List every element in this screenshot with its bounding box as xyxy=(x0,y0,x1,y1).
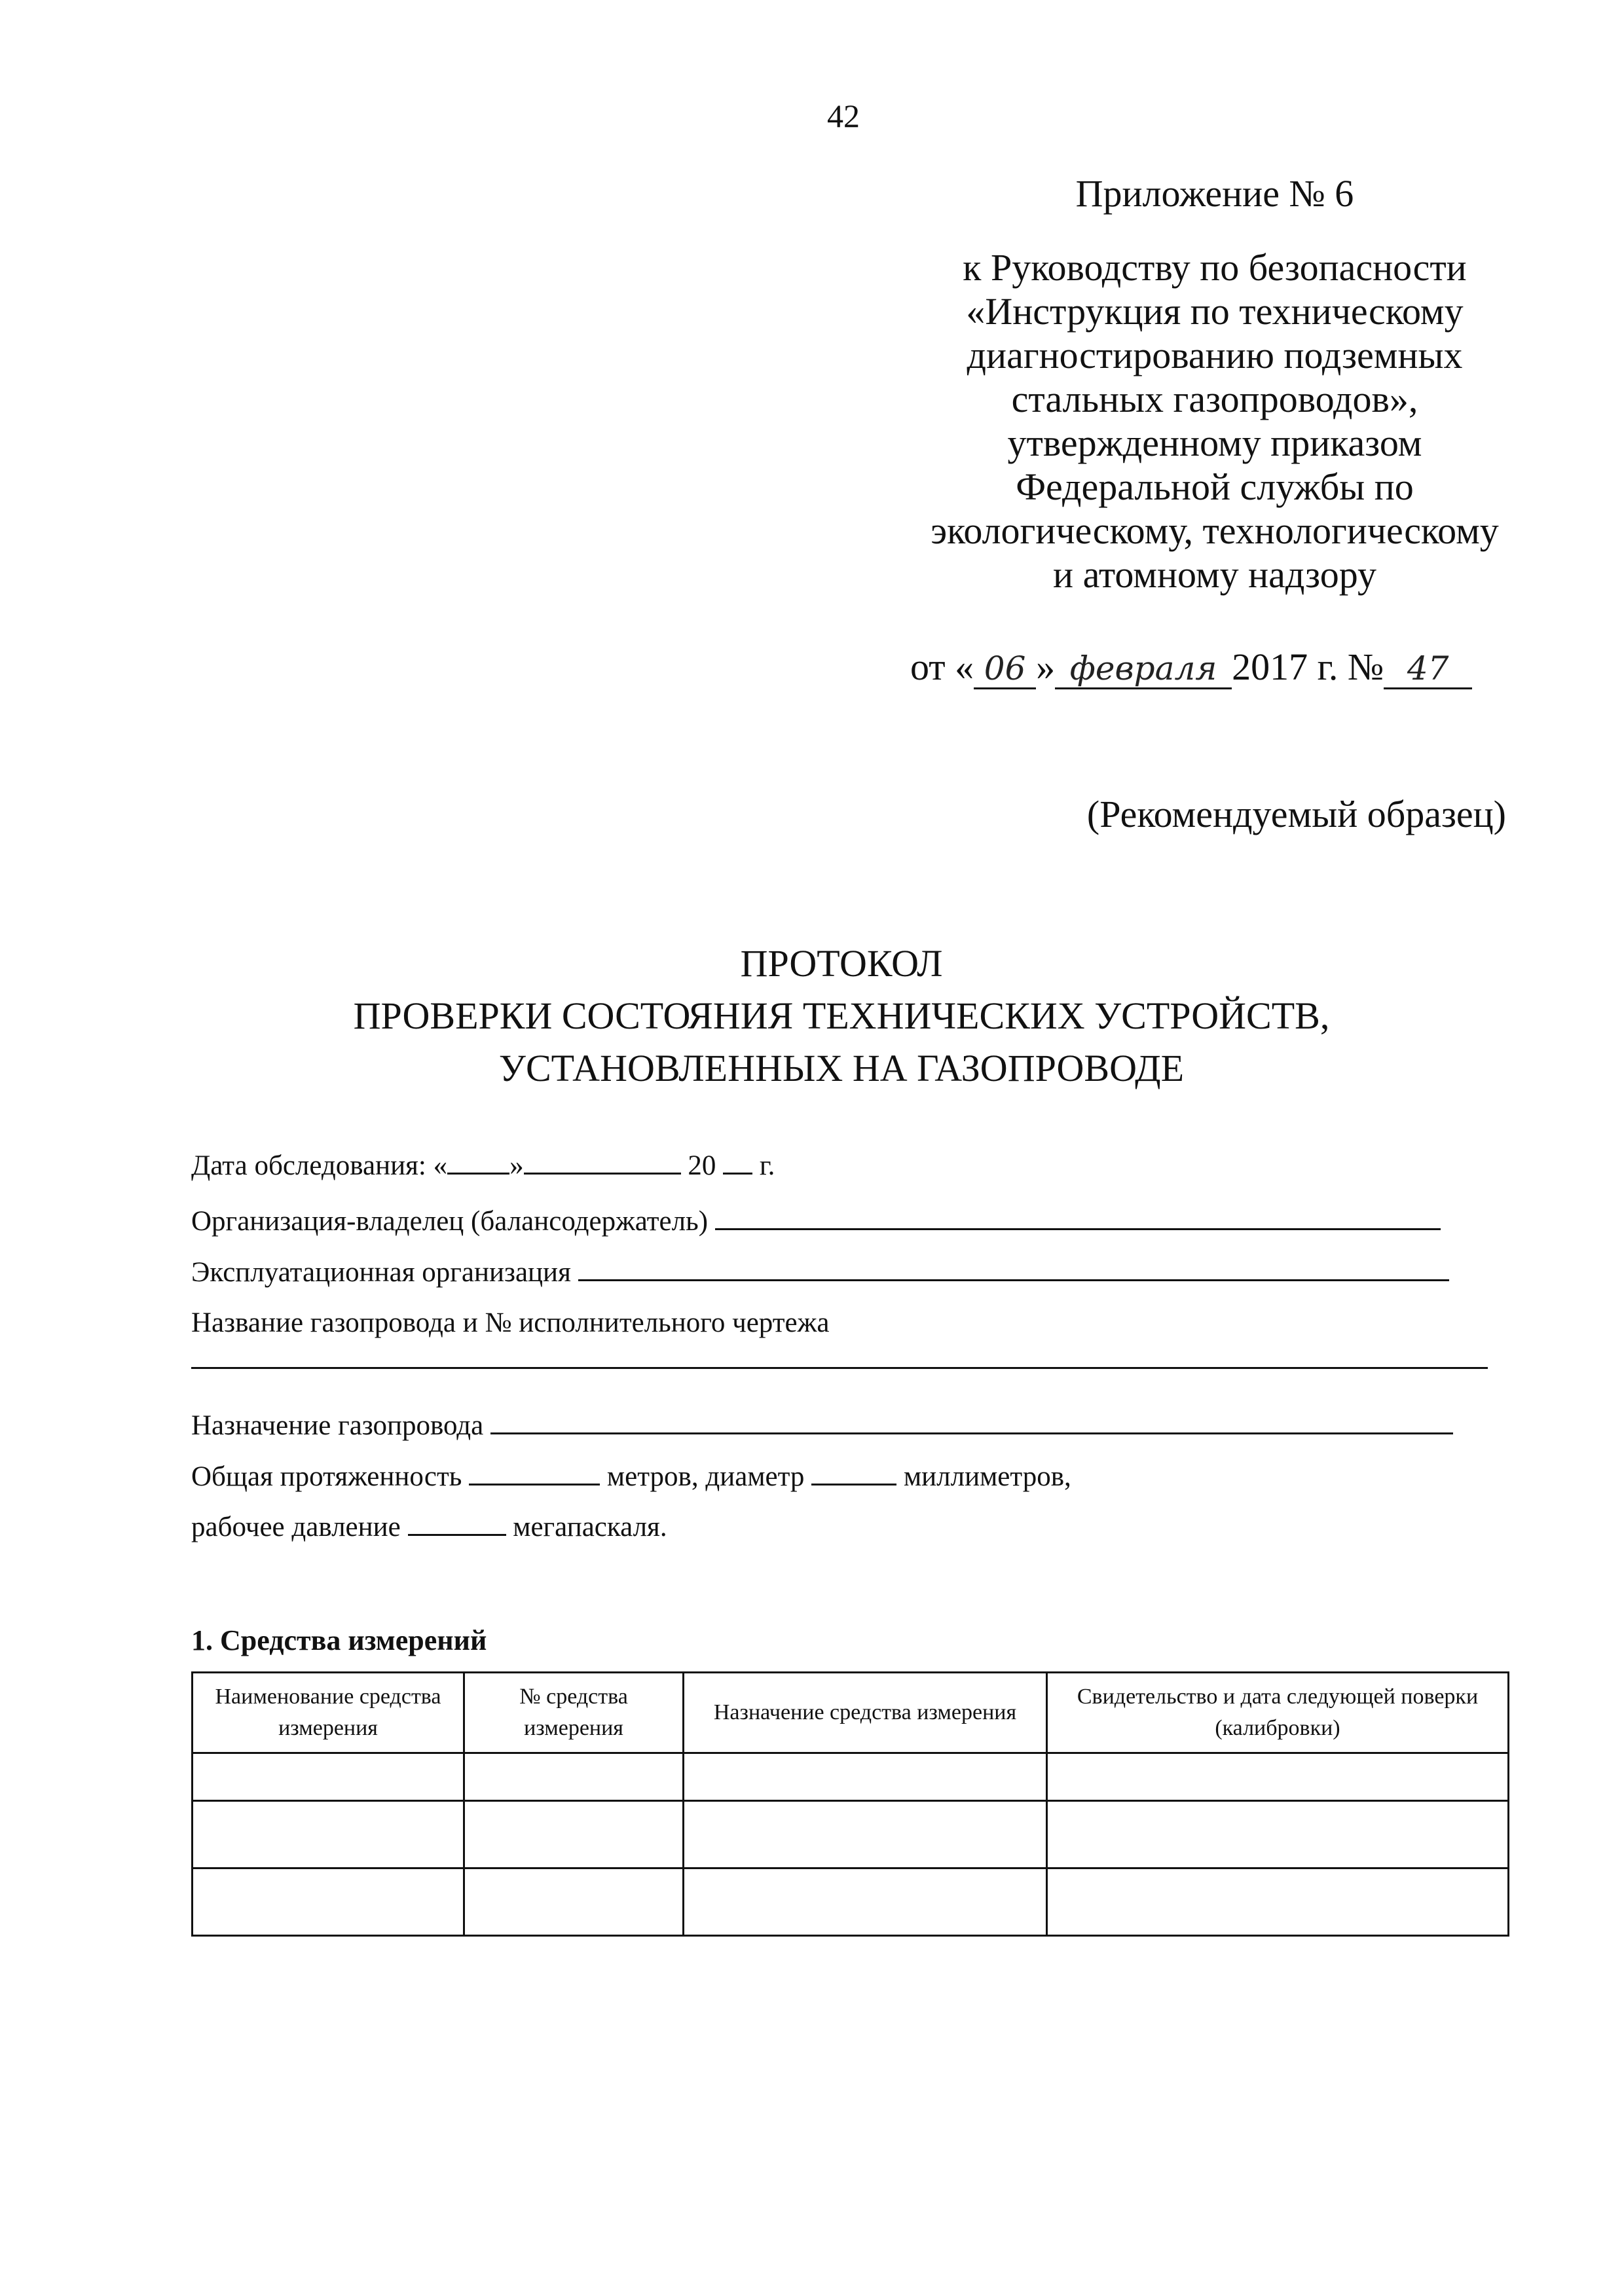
order-date-line xyxy=(910,645,1565,689)
table-cell[interactable] xyxy=(684,1868,1047,1936)
table-cell[interactable] xyxy=(684,1801,1047,1868)
approval-line: и атомному надзору xyxy=(1053,553,1376,596)
approval-line: Федеральной службы по xyxy=(1016,465,1414,508)
purpose-label: Назначение газопровода xyxy=(191,1410,484,1441)
operator-blank[interactable] xyxy=(578,1256,1449,1281)
page-number: 42 xyxy=(827,98,860,134)
pipeline-name-field xyxy=(191,1307,829,1339)
pressure-unit: мегапаскаля. xyxy=(513,1512,667,1542)
pressure-field xyxy=(191,1510,667,1543)
table-cell[interactable] xyxy=(193,1801,464,1868)
length-field xyxy=(191,1460,1071,1493)
purpose-field xyxy=(191,1409,1453,1442)
table-cell[interactable] xyxy=(684,1753,1047,1801)
table-row xyxy=(193,1801,1509,1868)
pressure-blank[interactable] xyxy=(408,1510,506,1536)
purpose-blank[interactable] xyxy=(490,1409,1453,1434)
day-blank[interactable] xyxy=(447,1149,509,1175)
order-prefix: от « xyxy=(910,646,974,688)
handwritten-order-number: 47 xyxy=(1384,649,1472,689)
month-blank[interactable] xyxy=(524,1149,681,1175)
survey-date-label: Дата обследования: « xyxy=(191,1150,448,1181)
table-cell[interactable] xyxy=(464,1753,684,1801)
approval-line: стальных газопроводов», xyxy=(1011,378,1418,420)
title-line-3: УСТАНОВЛЕННЫХ НА ГАЗОПРОВОДЕ xyxy=(498,1047,1185,1089)
owner-field xyxy=(191,1205,1441,1237)
length-blank[interactable] xyxy=(469,1460,600,1485)
table-header-row xyxy=(193,1673,1509,1753)
table-cell[interactable] xyxy=(1047,1801,1509,1868)
table-cell[interactable] xyxy=(464,1868,684,1936)
column-header: Свидетельство и дата следующей поверки (калибровки) xyxy=(1047,1673,1509,1753)
approval-block xyxy=(871,172,1559,596)
table-cell[interactable] xyxy=(1047,1868,1509,1936)
column-header: Наименование средства измерения xyxy=(193,1673,464,1753)
table-row xyxy=(193,1753,1509,1801)
operator-label: Эксплуатационная организация xyxy=(191,1257,571,1288)
operator-field xyxy=(191,1256,1449,1288)
table-cell[interactable] xyxy=(1047,1753,1509,1801)
approval-line: диагностированию подземных xyxy=(967,334,1463,376)
approval-line: к Руководству по безопасности xyxy=(963,246,1467,289)
approval-line: утвержденному приказом xyxy=(1007,422,1422,464)
table-cell[interactable] xyxy=(193,1753,464,1801)
survey-date-field xyxy=(191,1149,775,1182)
year-blank[interactable] xyxy=(723,1149,752,1175)
table-cell[interactable] xyxy=(464,1801,684,1868)
pressure-label: рабочее давление xyxy=(191,1512,401,1542)
approval-line: экологическому, технологическому xyxy=(931,509,1499,552)
diameter-unit: миллиметров, xyxy=(903,1461,1071,1492)
length-label: Общая протяженность xyxy=(191,1461,462,1492)
approval-line: «Инструкция по техническому xyxy=(966,290,1464,333)
table-cell[interactable] xyxy=(193,1868,464,1936)
diameter-blank[interactable] xyxy=(811,1460,896,1485)
column-header: № средства измерения xyxy=(464,1673,684,1753)
appendix-title: Приложение № 6 xyxy=(1075,172,1354,215)
survey-date-year: 20 xyxy=(688,1150,716,1181)
survey-date-suffix: г. xyxy=(759,1150,775,1181)
owner-blank[interactable] xyxy=(715,1205,1441,1230)
order-year: 2017 г. № xyxy=(1232,646,1384,688)
survey-date-mid: » xyxy=(509,1150,524,1181)
column-header: Назначение средства измерения xyxy=(684,1673,1047,1753)
handwritten-day: 06 xyxy=(974,649,1036,689)
table-row xyxy=(193,1868,1509,1936)
measurement-instruments-table xyxy=(191,1671,1509,1937)
order-mid: » xyxy=(1036,646,1056,688)
title-line-2: ПРОВЕРКИ СОСТОЯНИЯ ТЕХНИЧЕСКИХ УСТРОЙСТВ, xyxy=(353,994,1330,1037)
protocol-title xyxy=(190,938,1493,1095)
recommended-sample-note: (Рекомендуемый образец) xyxy=(1086,793,1506,835)
length-unit: метров, диаметр xyxy=(606,1461,805,1492)
pipeline-name-blank[interactable] xyxy=(191,1367,1488,1369)
title-line-1: ПРОТОКОЛ xyxy=(740,942,943,985)
owner-label: Организация-владелец (балансодержатель) xyxy=(191,1206,709,1237)
pipeline-name-label: Название газопровода и № исполнительного чертежа xyxy=(191,1307,830,1338)
handwritten-month: февраля xyxy=(1055,649,1232,689)
section-1-heading: 1. Средства измерений xyxy=(191,1624,487,1656)
